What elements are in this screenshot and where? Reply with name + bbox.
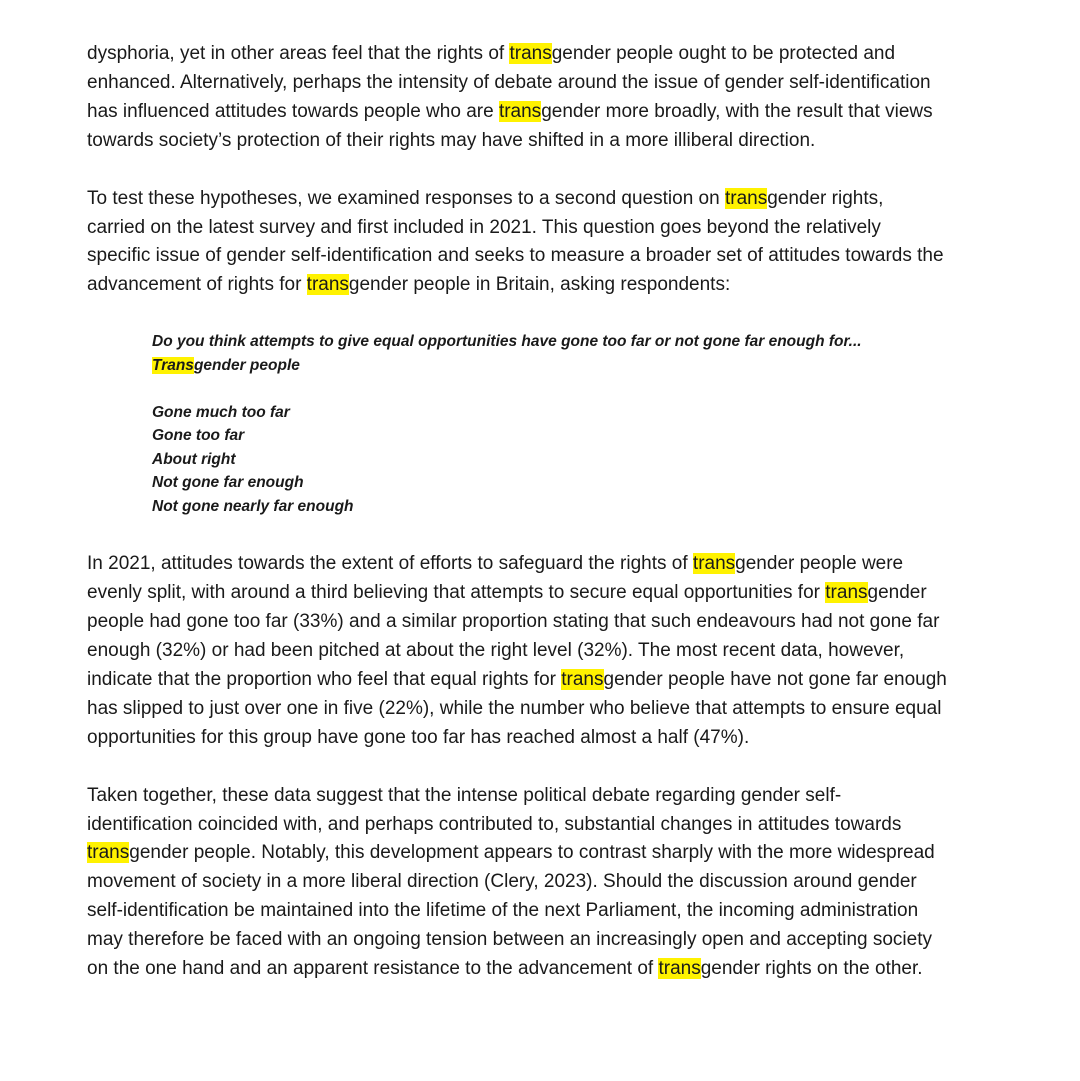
body-text-after-quote (87, 550, 997, 984)
text-line (87, 695, 997, 724)
text-segment: has influenced attitudes towards people who are (87, 100, 499, 122)
answer-option: Gone too far (152, 427, 245, 445)
text-segment: enough (32%) or had been pitched at about the right level (32%). The most recent data, however, (87, 639, 905, 661)
text-segment: gender (867, 582, 927, 604)
highlighted-search-term: trans (306, 274, 349, 296)
text-line (87, 782, 997, 811)
highlighted-search-term: trans (561, 668, 604, 690)
text-segment: carried on the latest survey and first included in 2021. This question goes beyond the relatively (87, 216, 881, 238)
text-segment: gender rights, (767, 187, 884, 209)
highlighted-search-term: trans (509, 43, 552, 64)
text-line (87, 926, 997, 955)
text-line (87, 214, 997, 243)
highlighted-search-term: trans (498, 100, 542, 122)
answer-option: Gone much too far (152, 403, 290, 421)
text-line (87, 724, 997, 753)
survey-question-text: Do you think attempts to give equal opportunities have gone too far or not gone far enough for... (152, 333, 862, 351)
text-segment: gender people in Britain, asking respondents: (348, 274, 731, 296)
text-segment: has slipped to just over one in five (22%), while the number who believe that attempts to ensure equal (87, 697, 942, 719)
text-segment: gender people (193, 356, 300, 374)
text-segment: gender people. Notably, this development appears to contrast sharply with the more widespread (129, 842, 935, 864)
paragraph (87, 185, 997, 301)
text-segment: To test these hypotheses, we examined responses to a second question on (87, 187, 725, 209)
text-line (87, 868, 997, 897)
text-line (87, 271, 997, 300)
paragraph (87, 550, 997, 752)
survey-question-subject (152, 354, 997, 378)
text-segment: movement of society in a more liberal direction (Clery, 2023). Should the discussion around gender (87, 871, 917, 893)
text-segment: gender people have not gone far enough (603, 668, 947, 690)
text-line (87, 550, 997, 579)
paragraph (87, 40, 997, 156)
text-segment: self-identification be maintained into the lifetime of the next Parliament, the incoming administration (87, 900, 919, 922)
text-segment: advancement of rights for (87, 274, 307, 296)
text-segment: In 2021, attitudes towards the extent of efforts to safeguard the rights of (87, 553, 693, 575)
body-text-before-quote (87, 40, 997, 300)
text-segment: identification coincided with, and perhaps contributed to, substantial changes in attitudes towards (87, 813, 902, 835)
text-segment: people had gone too far (33%) and a similar proportion stating that such endeavours had not gone far (87, 611, 940, 633)
answer-option: Not gone nearly far enough (152, 497, 354, 515)
answer-option: Not gone far enough (152, 474, 304, 492)
text-line (87, 242, 997, 271)
text-line (87, 40, 997, 69)
text-line (87, 839, 997, 868)
answer-option: About right (152, 450, 236, 468)
highlighted-search-term: trans (87, 842, 130, 864)
text-segment: gender more broadly, with the result that views (541, 100, 933, 122)
text-segment: evenly split, with around a third believing that attempts to secure equal opportunities for (87, 582, 826, 604)
text-line (87, 811, 997, 840)
text-segment: specific issue of gender self-identification and seeks to measure a broader set of attitudes towards the (87, 245, 944, 267)
text-line (87, 579, 997, 608)
text-segment: gender people ought to be protected and (551, 43, 896, 64)
paragraph (87, 782, 997, 984)
text-segment: gender rights on the other. (700, 958, 923, 980)
text-segment: enhanced. Alternatively, perhaps the intensity of debate around the issue of gender self-identification (87, 71, 931, 93)
highlighted-search-term: trans (825, 582, 868, 604)
text-line (87, 127, 997, 156)
survey-answer-options (152, 401, 997, 519)
text-line (87, 185, 997, 214)
text-segment: Taken together, these data suggest that the intense political debate regarding gender self- (87, 784, 842, 806)
text-segment: gender people were (735, 553, 904, 575)
survey-question-block (152, 330, 997, 518)
text-line (87, 98, 997, 127)
text-segment: towards society’s protection of their rights may have shifted in a more illiberal direction. (87, 129, 816, 151)
text-segment: opportunities for this group have gone too far has reached almost a half (47%). (87, 726, 750, 748)
text-line (87, 955, 997, 984)
text-line (87, 637, 997, 666)
highlighted-search-term: trans (692, 553, 736, 575)
highlighted-search-term: trans (724, 187, 768, 209)
text-line (87, 897, 997, 926)
document-page (87, 40, 997, 984)
highlighted-search-term: trans (658, 958, 701, 980)
text-line (87, 608, 997, 637)
text-line (87, 69, 997, 98)
text-segment: indicate that the proportion who feel that equal rights for (87, 668, 562, 690)
text-line (87, 666, 997, 695)
text-segment: may therefore be faced with an ongoing tension between an increasingly open and accepting society (87, 929, 932, 951)
text-segment: on the one hand and an apparent resistance to the advancement of (87, 958, 659, 980)
highlighted-search-term: Trans (152, 356, 194, 374)
text-segment: dysphoria, yet in other areas feel that the rights of (87, 43, 510, 64)
